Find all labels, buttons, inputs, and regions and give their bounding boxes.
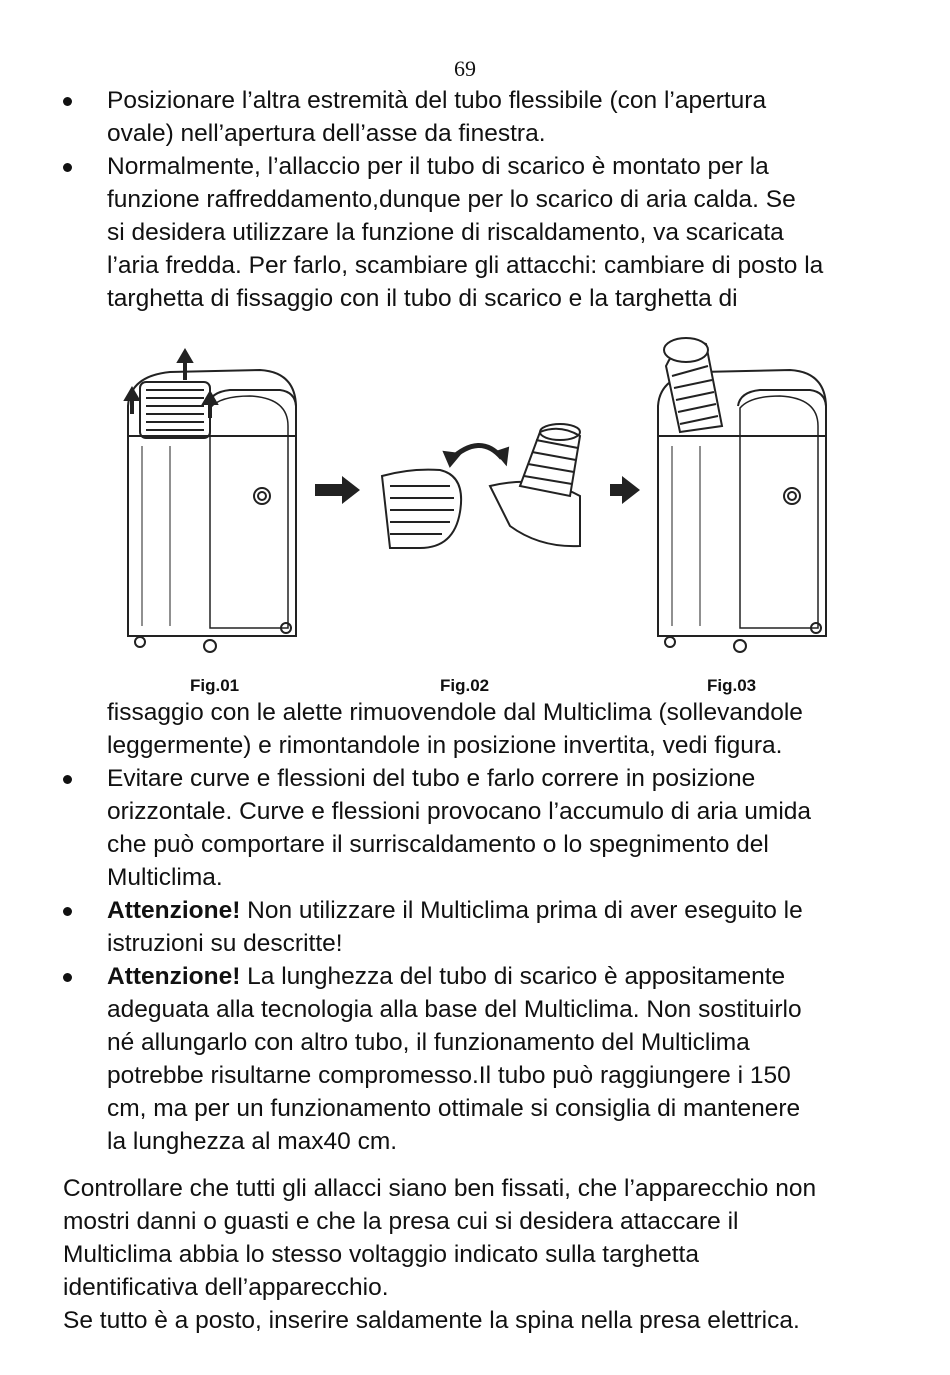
text-line bbox=[107, 960, 900, 993]
arrow-right-icon bbox=[315, 476, 360, 504]
page-number: 69 bbox=[454, 56, 476, 81]
text-line: adeguata alla tecnologia alla base del Multiclima. Non sostituirlo bbox=[107, 996, 802, 1023]
warning-label: Attenzione! bbox=[107, 963, 241, 990]
text-line: Multiclima. bbox=[107, 864, 223, 891]
figure-label: Fig.01 bbox=[190, 676, 240, 695]
list-item bbox=[0, 960, 900, 1158]
text-line: Controllare che tutti gli allacci siano ben fissati, che l’apparecchio non bbox=[63, 1175, 817, 1202]
figure-label: Fig.02 bbox=[440, 676, 490, 695]
text-line: istruzioni su descritte! bbox=[107, 930, 343, 957]
text-line: leggermente) e rimontandole in posizione invertita, vedi figura. bbox=[107, 732, 783, 759]
text-span: La lunghezza del tubo di scarico è appositamente bbox=[240, 963, 786, 990]
list-item bbox=[0, 894, 900, 960]
text-line: Multiclima abbia lo stesso voltaggio indicato sulla targhetta bbox=[63, 1241, 699, 1268]
text-line: ovale) nell’apertura dell’asse da finestra. bbox=[107, 120, 546, 147]
top-bullet-list bbox=[0, 84, 900, 315]
exhaust-hose-swap-illustration bbox=[110, 336, 860, 696]
air-conditioner-unit-with-hose-icon bbox=[658, 338, 826, 652]
lower-bullet-list bbox=[0, 696, 900, 1158]
list-item bbox=[0, 762, 900, 894]
text-line: né allungarlo con altro tubo, il funzionamento del Multiclima bbox=[107, 1029, 750, 1056]
text-line: la lunghezza al max40 cm. bbox=[107, 1128, 398, 1155]
text-line: mostri danni o guasti e che la presa cui si desidera attaccare il bbox=[63, 1208, 739, 1235]
hose-connector-icon bbox=[490, 424, 580, 546]
louver-plate-icon bbox=[382, 470, 461, 548]
text-span: Non utilizzare il Multiclima prima di aver eseguito le bbox=[240, 897, 803, 924]
closing-paragraph bbox=[63, 1172, 923, 1337]
list-item bbox=[0, 150, 900, 315]
text-line bbox=[107, 894, 900, 927]
text-line: Posizionare l’altra estremità del tubo flessibile (con l’apertura bbox=[107, 87, 767, 114]
text-line: fissaggio con le alette rimuovendole dal Multiclima (sollevandole bbox=[107, 699, 803, 726]
warning-label: Attenzione! bbox=[107, 897, 241, 924]
bullet-icon bbox=[63, 973, 72, 982]
text-line: che può comportare il surriscaldamento o lo spegnimento del bbox=[107, 831, 769, 858]
text-line: Evitare curve e flessioni del tubo e farlo correre in posizione bbox=[107, 765, 756, 792]
list-item bbox=[0, 84, 900, 150]
text-line: orizzontale. Curve e flessioni provocano l’accumulo di aria umida bbox=[107, 798, 812, 825]
text-line: si desidera utilizzare la funzione di riscaldamento, va scaricata bbox=[107, 219, 784, 246]
figure-label: Fig.03 bbox=[707, 676, 757, 695]
arrow-right-icon bbox=[610, 476, 640, 504]
text-line: cm, ma per un funzionamento ottimale si consiglia di mantenere bbox=[107, 1095, 801, 1122]
text-line: targhetta di fissaggio con il tubo di scarico e la targhetta di bbox=[107, 285, 738, 312]
bullet-icon bbox=[63, 97, 72, 106]
bullet-icon bbox=[63, 163, 72, 172]
text-line: funzione raffreddamento,dunque per lo scarico di aria calda. Se bbox=[107, 186, 796, 213]
text-line: Normalmente, l’allaccio per il tubo di scarico è montato per la bbox=[107, 153, 769, 180]
air-conditioner-unit-icon bbox=[125, 350, 296, 652]
continuation-text bbox=[0, 696, 900, 762]
bullet-icon bbox=[63, 775, 72, 784]
text-line: l’aria fredda. Per farlo, scambiare gli attacchi: cambiare di posto la bbox=[107, 252, 824, 279]
bullet-icon bbox=[63, 907, 72, 916]
text-line: Se tutto è a posto, inserire saldamente la spina nella presa elettrica. bbox=[63, 1307, 800, 1334]
text-line: identificativa dell’apparecchio. bbox=[63, 1274, 389, 1301]
text-line: potrebbe risultarne compromesso.Il tubo può raggiungere i 150 bbox=[107, 1062, 791, 1089]
